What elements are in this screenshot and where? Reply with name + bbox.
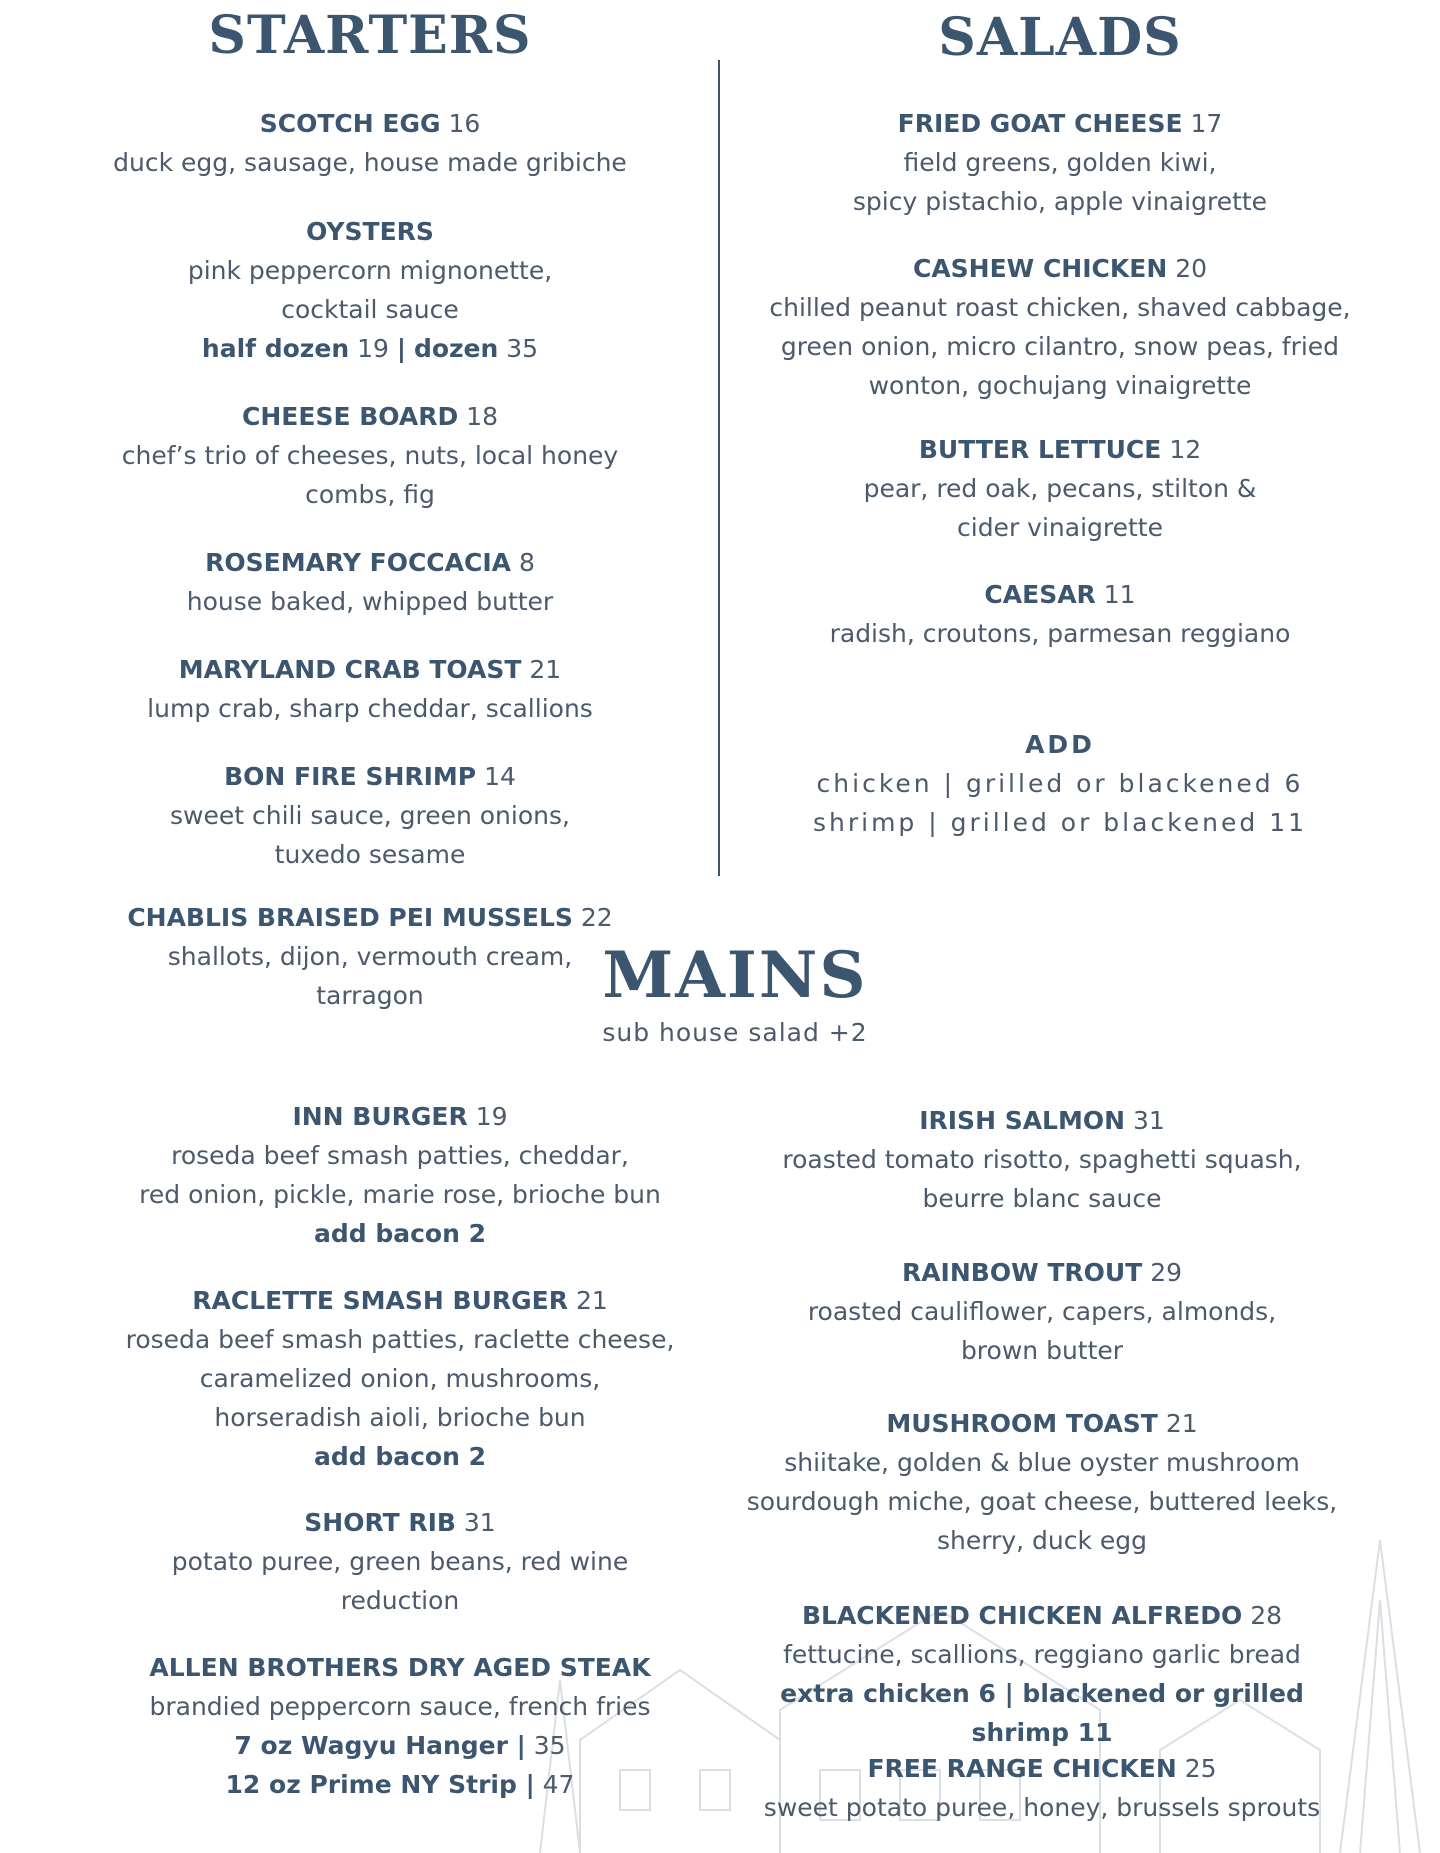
item-description: sourdough miche, goat cheese, buttered leeks, (746, 1487, 1338, 1516)
item-name: CHEESE BOARD (242, 402, 459, 431)
item-price: 12 (1169, 435, 1202, 464)
option-label: half dozen (201, 334, 350, 363)
item-price: 21 (575, 1286, 608, 1315)
item-description: shallots, dijon, vermouth cream, (167, 942, 573, 971)
menu-item-scotch-egg (60, 104, 680, 182)
menu-item-butter-lettuce (760, 430, 1360, 547)
menu-item-maryland-crab-toast (60, 650, 680, 728)
menu-item-allen-brothers-dry-aged-steak (90, 1648, 710, 1804)
item-description: sherry, duck egg (936, 1526, 1148, 1555)
item-description: spicy pistachio, apple vinaigrette (852, 187, 1268, 216)
item-description: potato puree, green beans, red wine (171, 1547, 629, 1576)
menu-item-cheese-board (60, 397, 680, 514)
item-option (90, 1726, 710, 1765)
item-description: caramelized onion, mushrooms, (199, 1364, 601, 1393)
menu-item-fried-goat-cheese (760, 104, 1360, 221)
mains-heading: MAINS (602, 938, 868, 1013)
item-price: 28 (1250, 1601, 1283, 1630)
item-name: BLACKENED CHICKEN ALFREDO (801, 1601, 1243, 1630)
item-description: roasted tomato risotto, spaghetti squash, (782, 1145, 1302, 1174)
item-name: CAESAR (984, 580, 1096, 609)
extra-label: extra chicken 6 | blackened or grilled shrimp 11 (780, 1679, 1304, 1747)
item-description: chilled peanut roast chicken, shaved cabbage, (769, 293, 1351, 322)
item-description: tarragon (316, 981, 424, 1010)
item-extra (90, 1437, 710, 1476)
item-price: 31 (463, 1508, 496, 1537)
item-description: beurre blanc sauce (922, 1184, 1162, 1213)
item-description: combs, fig (305, 480, 435, 509)
item-description: wonton, gochujang vinaigrette (868, 371, 1252, 400)
item-description: sweet potato puree, honey, brussels sprouts (763, 1793, 1321, 1822)
column-divider (718, 60, 720, 876)
item-description: duck egg, sausage, house made gribiche (113, 148, 627, 177)
item-name: MARYLAND CRAB TOAST (178, 655, 522, 684)
menu-item-bon-fire-shrimp (60, 757, 680, 874)
item-name: ALLEN BROTHERS DRY AGED STEAK (149, 1653, 651, 1682)
item-description: field greens, golden kiwi, (903, 148, 1217, 177)
item-description: cider vinaigrette (957, 513, 1163, 542)
item-options (60, 329, 680, 368)
item-option (90, 1765, 710, 1804)
item-description: cocktail sauce (281, 295, 459, 324)
menu-item-rosemary-foccacia (60, 543, 680, 621)
item-name: BON FIRE SHRIMP (224, 762, 477, 791)
item-price: 8 (518, 548, 535, 577)
item-description: green onion, micro cilantro, snow peas, fried (780, 332, 1340, 361)
item-description: radish, croutons, parmesan reggiano (829, 619, 1291, 648)
menu-item-short-rib (90, 1503, 710, 1620)
item-price: 16 (448, 109, 481, 138)
starters-heading: STARTERS (208, 5, 532, 66)
salad-add-ons (760, 725, 1360, 842)
option-label: 7 oz Wagyu Hanger | (234, 1731, 526, 1760)
item-description: brown butter (960, 1336, 1124, 1365)
item-description: brandied peppercorn sauce, french fries (149, 1692, 651, 1721)
item-name: INN BURGER (292, 1102, 468, 1131)
menu-item-oysters (60, 212, 680, 368)
salads-heading: SALADS (938, 7, 1182, 68)
item-description: pink peppercorn mignonette, (187, 256, 553, 285)
item-price: 14 (484, 762, 516, 791)
item-name: SHORT RIB (304, 1508, 456, 1537)
item-description: lump crab, sharp cheddar, scallions (147, 694, 593, 723)
item-name: OYSTERS (306, 217, 434, 246)
item-extra (90, 1214, 710, 1253)
option-price: 35 (506, 334, 539, 363)
item-price: 19 (475, 1102, 508, 1131)
menu-item-caesar (760, 575, 1360, 653)
item-price: 21 (529, 655, 562, 684)
menu-item-free-range-chicken (742, 1749, 1342, 1827)
mains-subtitle: sub house salad +2 (602, 1018, 868, 1047)
item-name: IRISH SALMON (919, 1106, 1126, 1135)
menu-item-raclette-smash-burger (90, 1281, 710, 1476)
item-name: ROSEMARY FOCCACIA (205, 548, 511, 577)
add-on-option: chicken | grilled or blackened 6 (816, 769, 1304, 798)
item-description: roasted cauliflower, capers, almonds, (807, 1297, 1277, 1326)
menu-item-blackened-chicken-alfredo (742, 1596, 1342, 1752)
item-price: 20 (1175, 254, 1208, 283)
item-description: tuxedo sesame (274, 840, 466, 869)
item-price: 31 (1132, 1106, 1165, 1135)
item-extra (742, 1674, 1342, 1752)
extra-label: add bacon 2 (313, 1442, 487, 1471)
menu-item-cashew-chicken (760, 249, 1360, 405)
item-name: FREE RANGE CHICKEN (867, 1754, 1177, 1783)
option-label: 12 oz Prime NY Strip | (225, 1770, 535, 1799)
item-name: RAINBOW TROUT (901, 1258, 1143, 1287)
item-price: 18 (466, 402, 498, 431)
add-on-option: shrimp | grilled or blackened 11 (812, 808, 1308, 837)
item-description: sweet chili sauce, green onions, (170, 801, 570, 830)
extra-label: add bacon 2 (313, 1219, 487, 1248)
item-description: reduction (340, 1586, 460, 1615)
item-price: 29 (1150, 1258, 1183, 1287)
item-name: CHABLIS BRAISED PEI MUSSELS (127, 903, 573, 932)
item-description: chef’s trio of cheeses, nuts, local honey (121, 441, 619, 470)
option-label: dozen (413, 334, 499, 363)
option-price: 19 (357, 334, 389, 363)
item-name: RACLETTE SMASH BURGER (192, 1286, 568, 1315)
menu-item-irish-salmon (742, 1101, 1342, 1218)
item-name: CASHEW CHICKEN (912, 254, 1168, 283)
item-description: red onion, pickle, marie rose, brioche bun (139, 1180, 661, 1209)
option-separator: | (396, 334, 406, 363)
item-price: 17 (1190, 109, 1223, 138)
item-name: BUTTER LETTUCE (918, 435, 1162, 464)
menu-item-rainbow-trout (742, 1253, 1342, 1370)
item-description: roseda beef smash patties, raclette cheese, (125, 1325, 675, 1354)
menu-item-mushroom-toast (742, 1404, 1342, 1560)
option-price: 47 (542, 1770, 575, 1799)
menu-item-inn-burger (90, 1097, 710, 1253)
option-price: 35 (533, 1731, 566, 1760)
item-price: 21 (1165, 1409, 1198, 1438)
item-name: MUSHROOM TOAST (886, 1409, 1158, 1438)
item-description: fettucine, scallions, reggiano garlic bread (783, 1640, 1301, 1669)
item-description: house baked, whipped butter (186, 587, 554, 616)
item-name: FRIED GOAT CHEESE (897, 109, 1183, 138)
item-description: roseda beef smash patties, cheddar, (171, 1141, 629, 1170)
add-ons-title: ADD (1025, 730, 1095, 759)
item-name: SCOTCH EGG (259, 109, 441, 138)
item-description: shiitake, golden & blue oyster mushroom (784, 1448, 1300, 1477)
item-description: pear, red oak, pecans, stilton & (863, 474, 1257, 503)
item-description: horseradish aioli, brioche bun (214, 1403, 586, 1432)
item-price: 25 (1184, 1754, 1217, 1783)
item-price: 11 (1103, 580, 1136, 609)
item-price: 22 (580, 903, 613, 932)
